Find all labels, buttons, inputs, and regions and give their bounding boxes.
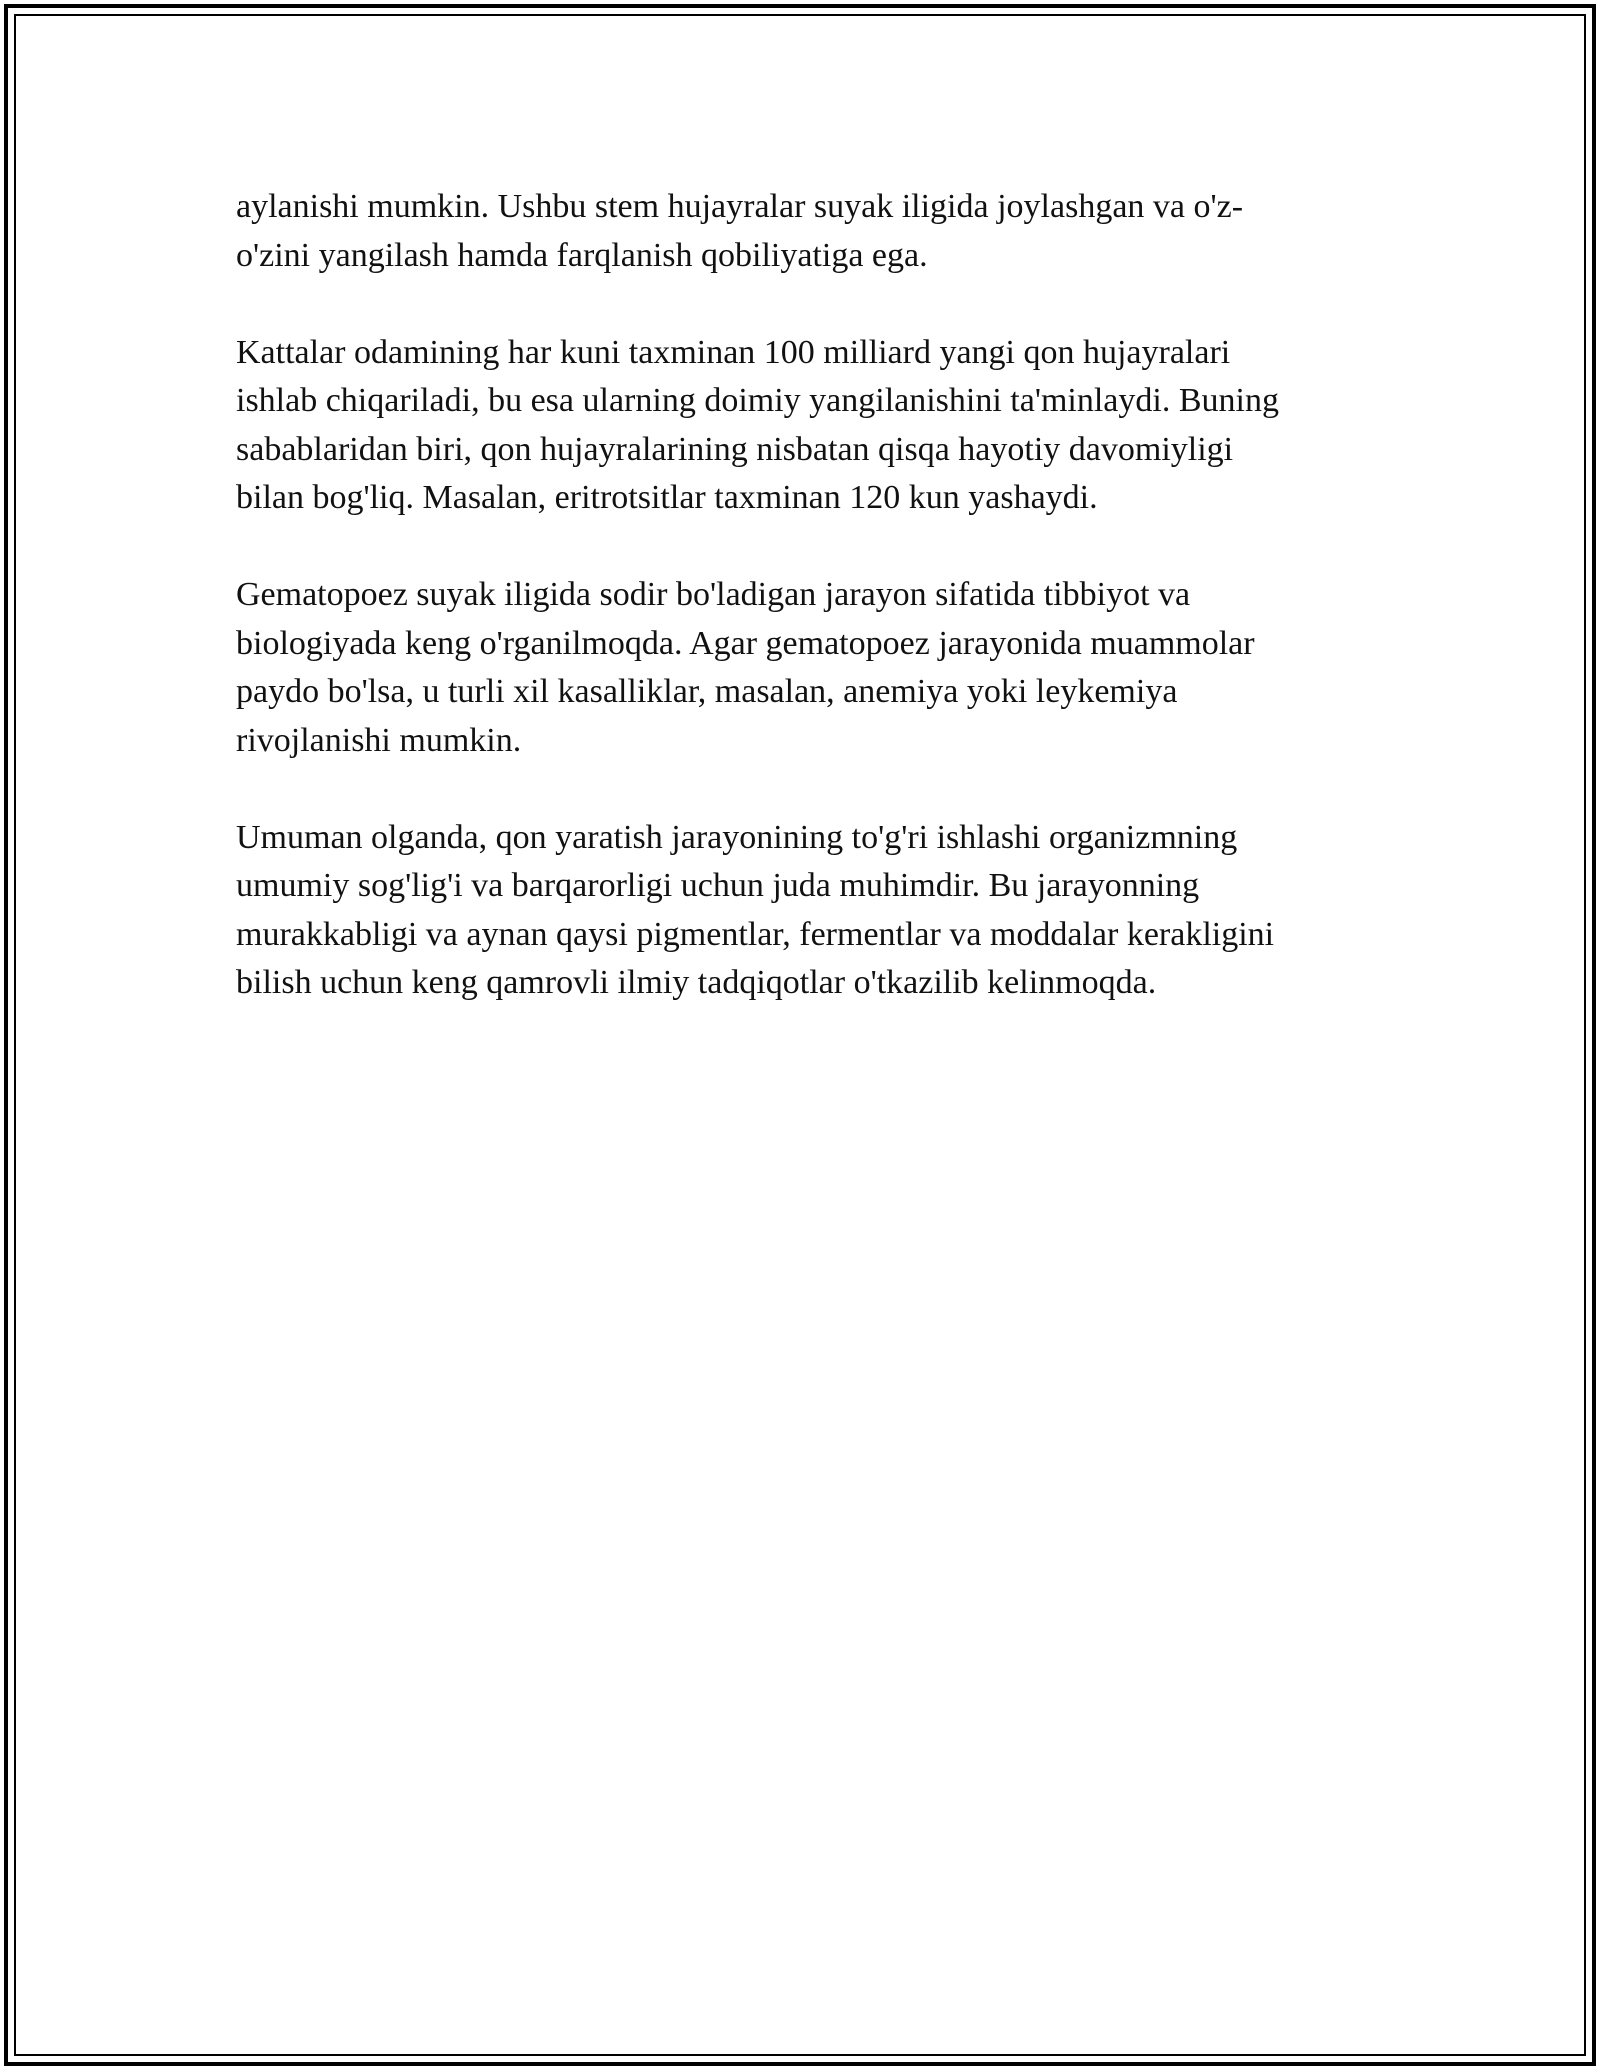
paragraph-3: Gematopoez suyak iligida sodir bo'ladigan jarayon sifatida tibbiyot va biologiyada keng o'rganilmoqda. Agar gematopoez jarayonida muammolar paydo bo'lsa, u turli xil kasalliklar, masalan, anemiya yoki leykemiya rivojlanishi mumkin. <box>236 576 1255 759</box>
paragraph-4: Umuman olganda, qon yaratish jarayonining to'g'ri ishlashi organizmning umumiy sog'lig'i va barqarorligi uchun juda muhimdir. Bu jarayonning murakkabligi va aynan qaysi pigmentlar, fermentlar va moddalar kerakligini bilish uchun keng qamrovli ilmiy tadqiqotlar o'tkazilib kelinmoqda. <box>236 818 1275 1001</box>
paragraph-2: Kattalar odamining har kuni taxminan 100 milliard yangi qon hujayralari ishlab chiqariladi, bu esa ularning doimiy yangilanishini ta'minlaydi. Buning sabablaridan biri, qon hujayralarining nisbatan qisqa hayotiy davomiyligi bilan bog'liq. Masalan, eritrotsitlar taxminan 120 kun yashaydi. <box>236 333 1279 516</box>
paragraph-1: aylanishi mumkin. Ushbu stem hujayralar suyak iligida joylashgan va o'z- o'zini yangilash hamda farqlanish qobiliyatiga ega. <box>236 188 1244 274</box>
document-body <box>236 183 1376 1056</box>
